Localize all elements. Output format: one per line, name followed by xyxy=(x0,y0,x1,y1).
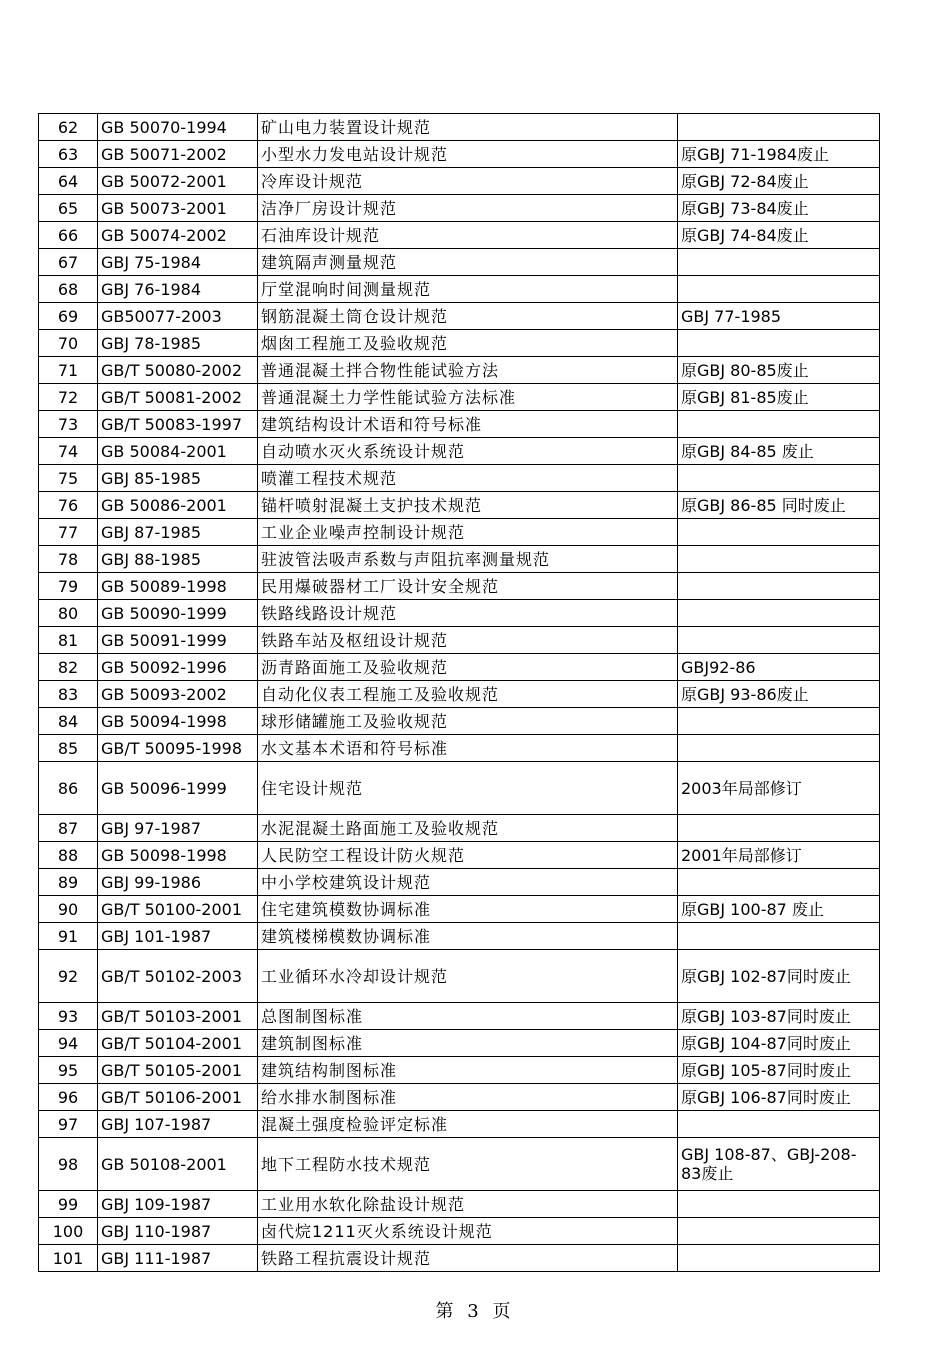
table-row xyxy=(39,1191,880,1218)
standard-name: 民用爆破器材工厂设计安全规范 xyxy=(258,573,678,600)
standard-note: 原GBJ 86-85 同时废止 xyxy=(678,492,880,519)
table-row xyxy=(39,222,880,249)
standard-name: 喷灌工程技术规范 xyxy=(258,465,678,492)
standard-note xyxy=(678,465,880,492)
standard-name: 卤代烷1211灭火系统设计规范 xyxy=(258,1218,678,1245)
table-row xyxy=(39,141,880,168)
standard-code: GB 50089-1998 xyxy=(98,573,258,600)
standard-name: 沥青路面施工及验收规范 xyxy=(258,654,678,681)
row-number: 80 xyxy=(39,600,98,627)
standard-name: 建筑隔声测量规范 xyxy=(258,249,678,276)
row-number: 62 xyxy=(39,114,98,141)
standard-note xyxy=(678,276,880,303)
row-number: 74 xyxy=(39,438,98,465)
row-number: 96 xyxy=(39,1084,98,1111)
standard-note: 2001年局部修订 xyxy=(678,842,880,869)
standard-name: 总图制图标准 xyxy=(258,1003,678,1030)
standard-note: 原GBJ 81-85废止 xyxy=(678,384,880,411)
row-number: 90 xyxy=(39,896,98,923)
standard-note: 原GBJ 105-87同时废止 xyxy=(678,1057,880,1084)
table-row xyxy=(39,923,880,950)
row-number: 94 xyxy=(39,1030,98,1057)
standard-note xyxy=(678,1218,880,1245)
row-number: 93 xyxy=(39,1003,98,1030)
table-row xyxy=(39,708,880,735)
standard-name: 水泥混凝土路面施工及验收规范 xyxy=(258,815,678,842)
standard-name: 冷库设计规范 xyxy=(258,168,678,195)
standard-note: 原GBJ 84-85 废止 xyxy=(678,438,880,465)
standard-code: GB/T 50103-2001 xyxy=(98,1003,258,1030)
standard-name: 中小学校建筑设计规范 xyxy=(258,869,678,896)
standard-note xyxy=(678,573,880,600)
standard-name: 混凝土强度检验评定标准 xyxy=(258,1111,678,1138)
row-number: 99 xyxy=(39,1191,98,1218)
row-number: 73 xyxy=(39,411,98,438)
standard-code: GB 50090-1999 xyxy=(98,600,258,627)
standard-note: GBJ 77-1985 xyxy=(678,303,880,330)
row-number: 65 xyxy=(39,195,98,222)
row-number: 75 xyxy=(39,465,98,492)
row-number: 78 xyxy=(39,546,98,573)
table-row xyxy=(39,438,880,465)
standards-table-body xyxy=(39,114,880,1272)
standard-name: 小型水力发电站设计规范 xyxy=(258,141,678,168)
standard-note xyxy=(678,1111,880,1138)
standard-name: 钢筋混凝土筒仓设计规范 xyxy=(258,303,678,330)
table-row xyxy=(39,842,880,869)
table-row xyxy=(39,249,880,276)
standard-code: GB/T 50106-2001 xyxy=(98,1084,258,1111)
standard-code: GB 50073-2001 xyxy=(98,195,258,222)
standard-code: GB 50092-1996 xyxy=(98,654,258,681)
standard-code: GB 50098-1998 xyxy=(98,842,258,869)
row-number: 76 xyxy=(39,492,98,519)
standard-name: 铁路线路设计规范 xyxy=(258,600,678,627)
standard-code: GB 50084-2001 xyxy=(98,438,258,465)
standard-note xyxy=(678,735,880,762)
standard-code: GB/T 50080-2002 xyxy=(98,357,258,384)
standard-code: GBJ 76-1984 xyxy=(98,276,258,303)
standard-name: 水文基本术语和符号标准 xyxy=(258,735,678,762)
row-number: 63 xyxy=(39,141,98,168)
table-row xyxy=(39,573,880,600)
row-number: 98 xyxy=(39,1138,98,1191)
row-number: 92 xyxy=(39,950,98,1003)
table-row xyxy=(39,869,880,896)
standard-code: GB 50094-1998 xyxy=(98,708,258,735)
standard-note xyxy=(678,1245,880,1272)
table-row xyxy=(39,1030,880,1057)
table-row xyxy=(39,168,880,195)
standard-note xyxy=(678,708,880,735)
standard-note xyxy=(678,815,880,842)
row-number: 87 xyxy=(39,815,98,842)
table-row xyxy=(39,546,880,573)
row-number: 97 xyxy=(39,1111,98,1138)
row-number: 85 xyxy=(39,735,98,762)
page-number: 第 3 页 xyxy=(435,1301,515,1322)
standard-note: 原GBJ 80-85废止 xyxy=(678,357,880,384)
standard-note: 2003年局部修订 xyxy=(678,762,880,815)
row-number: 69 xyxy=(39,303,98,330)
standard-name: 建筑制图标准 xyxy=(258,1030,678,1057)
standard-name: 给水排水制图标准 xyxy=(258,1084,678,1111)
standard-code: GB/T 50081-2002 xyxy=(98,384,258,411)
row-number: 91 xyxy=(39,923,98,950)
row-number: 66 xyxy=(39,222,98,249)
standard-code: GBJ 107-1987 xyxy=(98,1111,258,1138)
standard-note: 原GBJ 73-84废止 xyxy=(678,195,880,222)
standard-name: 普通混凝土拌合物性能试验方法 xyxy=(258,357,678,384)
standard-note xyxy=(678,249,880,276)
standard-note: 原GBJ 71-1984废止 xyxy=(678,141,880,168)
standard-note: 原GBJ 102-87同时废止 xyxy=(678,950,880,1003)
standard-note xyxy=(678,330,880,357)
standard-code: GB50077-2003 xyxy=(98,303,258,330)
table-row xyxy=(39,762,880,815)
standard-code: GB 50108-2001 xyxy=(98,1138,258,1191)
standard-name: 自动喷水灭火系统设计规范 xyxy=(258,438,678,465)
standard-name: 矿山电力装置设计规范 xyxy=(258,114,678,141)
standard-code: GBJ 75-1984 xyxy=(98,249,258,276)
row-number: 88 xyxy=(39,842,98,869)
standard-code: GBJ 110-1987 xyxy=(98,1218,258,1245)
standard-code: GBJ 87-1985 xyxy=(98,519,258,546)
standard-name: 石油库设计规范 xyxy=(258,222,678,249)
standard-code: GB 50070-1994 xyxy=(98,114,258,141)
standard-name: 工业用水软化除盐设计规范 xyxy=(258,1191,678,1218)
standard-name: 住宅设计规范 xyxy=(258,762,678,815)
standard-code: GB/T 50105-2001 xyxy=(98,1057,258,1084)
table-row xyxy=(39,735,880,762)
standard-code: GB/T 50104-2001 xyxy=(98,1030,258,1057)
standard-name: 地下工程防水技术规范 xyxy=(258,1138,678,1191)
standard-name: 铁路车站及枢纽设计规范 xyxy=(258,627,678,654)
table-row xyxy=(39,681,880,708)
standard-code: GB/T 50102-2003 xyxy=(98,950,258,1003)
standard-name: 驻波管法吸声系数与声阻抗率测量规范 xyxy=(258,546,678,573)
row-number: 72 xyxy=(39,384,98,411)
standard-code: GBJ 99-1986 xyxy=(98,869,258,896)
standard-name: 建筑楼梯模数协调标准 xyxy=(258,923,678,950)
table-row xyxy=(39,411,880,438)
table-row xyxy=(39,114,880,141)
row-number: 95 xyxy=(39,1057,98,1084)
standard-note: 原GBJ 93-86废止 xyxy=(678,681,880,708)
standard-code: GB 50093-2002 xyxy=(98,681,258,708)
standard-name: 人民防空工程设计防火规范 xyxy=(258,842,678,869)
row-number: 86 xyxy=(39,762,98,815)
table-row xyxy=(39,1003,880,1030)
standard-note xyxy=(678,546,880,573)
standard-code: GB 50072-2001 xyxy=(98,168,258,195)
table-row xyxy=(39,1084,880,1111)
standards-table xyxy=(38,113,880,1272)
table-row xyxy=(39,303,880,330)
standard-note xyxy=(678,519,880,546)
row-number: 71 xyxy=(39,357,98,384)
standard-code: GBJ 111-1987 xyxy=(98,1245,258,1272)
row-number: 83 xyxy=(39,681,98,708)
standard-name: 锚杆喷射混凝土支护技术规范 xyxy=(258,492,678,519)
standard-code: GBJ 101-1987 xyxy=(98,923,258,950)
table-row xyxy=(39,519,880,546)
standard-name: 球形储罐施工及验收规范 xyxy=(258,708,678,735)
standard-note: 原GBJ 103-87同时废止 xyxy=(678,1003,880,1030)
standard-code: GB/T 50095-1998 xyxy=(98,735,258,762)
standard-note: GBJ 108-87、GBJ-208-83废止 xyxy=(678,1138,880,1191)
standard-name: 建筑结构设计术语和符号标准 xyxy=(258,411,678,438)
table-row xyxy=(39,276,880,303)
standard-name: 工业企业噪声控制设计规范 xyxy=(258,519,678,546)
standard-code: GB/T 50083-1997 xyxy=(98,411,258,438)
table-row xyxy=(39,465,880,492)
standard-name: 普通混凝土力学性能试验方法标准 xyxy=(258,384,678,411)
standard-code: GBJ 88-1985 xyxy=(98,546,258,573)
standard-note: 原GBJ 104-87同时废止 xyxy=(678,1030,880,1057)
standard-name: 铁路工程抗震设计规范 xyxy=(258,1245,678,1272)
table-row xyxy=(39,600,880,627)
table-row xyxy=(39,654,880,681)
table-row xyxy=(39,1245,880,1272)
row-number: 81 xyxy=(39,627,98,654)
table-row xyxy=(39,357,880,384)
table-row xyxy=(39,492,880,519)
table-row xyxy=(39,627,880,654)
table-row xyxy=(39,195,880,222)
standard-note xyxy=(678,114,880,141)
row-number: 84 xyxy=(39,708,98,735)
standard-code: GB 50096-1999 xyxy=(98,762,258,815)
standard-note xyxy=(678,600,880,627)
standard-name: 工业循环水冷却设计规范 xyxy=(258,950,678,1003)
standard-name: 洁净厂房设计规范 xyxy=(258,195,678,222)
standard-name: 住宅建筑模数协调标准 xyxy=(258,896,678,923)
row-number: 100 xyxy=(39,1218,98,1245)
row-number: 67 xyxy=(39,249,98,276)
row-number: 77 xyxy=(39,519,98,546)
row-number: 79 xyxy=(39,573,98,600)
standard-note: 原GBJ 74-84废止 xyxy=(678,222,880,249)
standard-code: GB 50091-1999 xyxy=(98,627,258,654)
standard-name: 自动化仪表工程施工及验收规范 xyxy=(258,681,678,708)
table-row xyxy=(39,384,880,411)
standard-note: 原GBJ 72-84废止 xyxy=(678,168,880,195)
table-row xyxy=(39,950,880,1003)
row-number: 70 xyxy=(39,330,98,357)
standard-code: GBJ 85-1985 xyxy=(98,465,258,492)
row-number: 64 xyxy=(39,168,98,195)
standard-note xyxy=(678,1191,880,1218)
table-row xyxy=(39,896,880,923)
standard-code: GBJ 78-1985 xyxy=(98,330,258,357)
standard-code: GB/T 50100-2001 xyxy=(98,896,258,923)
standard-name: 建筑结构制图标准 xyxy=(258,1057,678,1084)
standard-name: 烟囱工程施工及验收规范 xyxy=(258,330,678,357)
row-number: 68 xyxy=(39,276,98,303)
table-row xyxy=(39,815,880,842)
standard-code: GBJ 109-1987 xyxy=(98,1191,258,1218)
table-row xyxy=(39,1138,880,1191)
standard-note xyxy=(678,411,880,438)
standard-code: GB 50074-2002 xyxy=(98,222,258,249)
row-number: 101 xyxy=(39,1245,98,1272)
standard-code: GB 50086-2001 xyxy=(98,492,258,519)
standard-note xyxy=(678,923,880,950)
row-number: 89 xyxy=(39,869,98,896)
row-number: 82 xyxy=(39,654,98,681)
table-row xyxy=(39,330,880,357)
standard-note xyxy=(678,869,880,896)
standard-note: 原GBJ 100-87 废止 xyxy=(678,896,880,923)
standard-note: 原GBJ 106-87同时废止 xyxy=(678,1084,880,1111)
standard-note: GBJ92-86 xyxy=(678,654,880,681)
table-row xyxy=(39,1218,880,1245)
table-row xyxy=(39,1057,880,1084)
table-row xyxy=(39,1111,880,1138)
standard-name: 厅堂混响时间测量规范 xyxy=(258,276,678,303)
standard-note xyxy=(678,627,880,654)
standard-code: GBJ 97-1987 xyxy=(98,815,258,842)
standard-code: GB 50071-2002 xyxy=(98,141,258,168)
